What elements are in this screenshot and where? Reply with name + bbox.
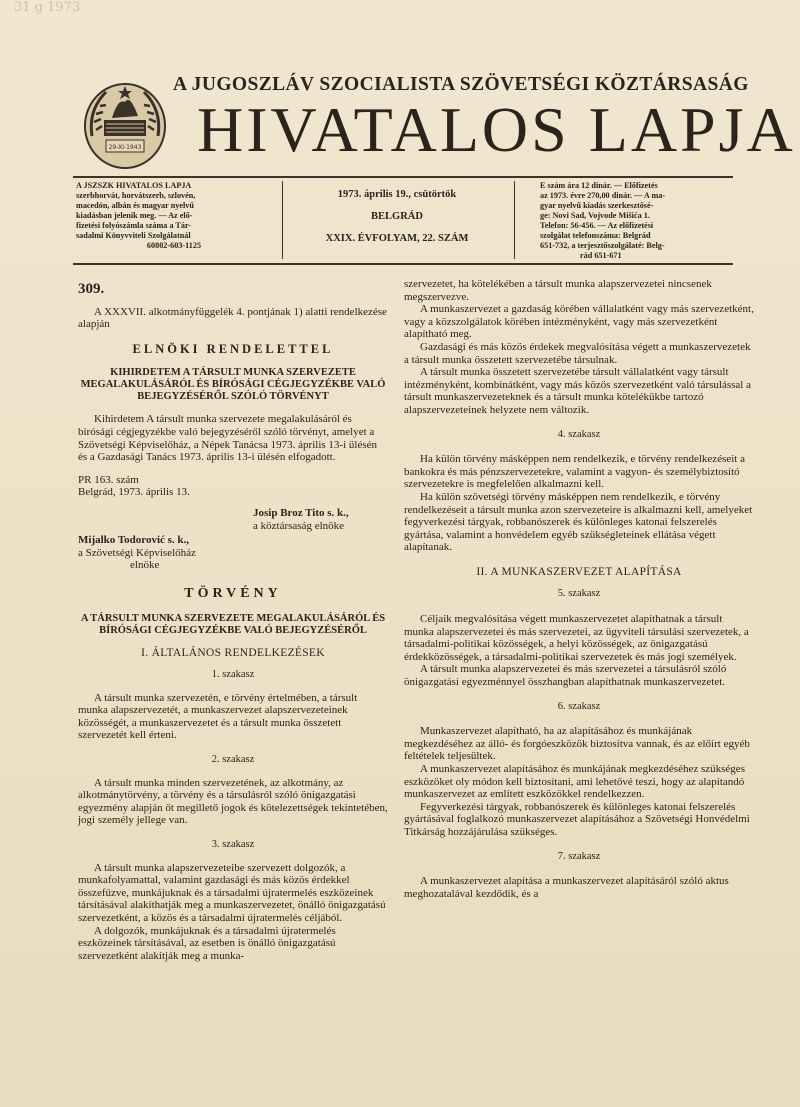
signer-role: a köztársaság elnöke (253, 519, 345, 532)
info-right (540, 181, 730, 261)
masthead-title: HIVATALOS LAPJA (197, 94, 796, 165)
act-number: 309. (78, 281, 105, 297)
signature-tito (78, 507, 388, 532)
issue-date: 1973. április 19., csütörtök (337, 189, 457, 200)
section-text: Munkaszervezet alapítható, ha az alapításához és munkájának megkezdéséhez az álló- és forgóeszközök biztosítva vannak, és az előírt egyéb feltételek teljesültek. (404, 725, 750, 763)
intro-text: A XXXVII. alkotmányfüggelék 4. pontjának 1) alatti rendelkezése alapján (78, 305, 387, 331)
decree-heading: ELNÖKI RENDELETTEL (132, 341, 334, 356)
top-rule (73, 176, 733, 178)
corner-pencil-note: 31 g 1973 (14, 0, 81, 15)
signer-name: Mijalko Todorović s. k., (78, 534, 190, 547)
chapter-heading: I. ÁLTALÁNOS RENDELKEZÉSEK (141, 646, 325, 659)
state-emblem-icon (82, 80, 168, 170)
issue-number: XXIX. ÉVFOLYAM, 22. SZÁM (325, 233, 469, 244)
masthead (60, 60, 796, 180)
section-text: A dolgozók, munkájuknak és a társadalmi újratermelés eszközeinek társításával, az esetben is önálló önigazgatású szervezetként alakítják meg a munka- (78, 924, 336, 962)
info-left (76, 181, 272, 261)
section-title: 6. szakasz (557, 700, 601, 712)
promulgation-text: Kihirdetem A társult munka szervezete megalakulásáról és bírósági cégjegyzékbe való bejegyzéséről szóló törvényt, amelyet a Szövetségi Képviselőház, a Népek Tanácsa 1973. április 13-i ülésén és a Gazdasági Tanács 1973. április 13-i ülésén elfogadott. (78, 413, 377, 464)
info-separator (282, 181, 283, 259)
info-right-line: rád 651-671 (580, 251, 622, 260)
info-left-line: sadalmi Könyvviteli Szolgálatnál (76, 231, 191, 240)
section-title: 1. szakasz (211, 669, 255, 681)
continued-text: szervezetet, ha kötelékében a társult munka alapszervezetei nincsenek megszervezve. (404, 278, 712, 303)
section-text: Ha külön szövetségi törvény másképpen nem rendelkezik, e törvény rendelkezéseit a társult munka azon szervezeteire is alkalmazni kell, amelyeket fegyverkezési tárgyak, robbanószerek és különleges katonai felszerelés gyártása, valamint a honvédelem egyéb szükségleteinek ellátása végett alapítanak. (404, 490, 753, 554)
info-mid (292, 181, 502, 267)
section-text: A munkaszervezet alapítása a munkaszervezet alapításáról szóló aktus meghozatalával kezdődik, és a (404, 875, 729, 900)
info-left-line: kiadásban jelenik meg. — Az elő- (76, 211, 193, 220)
section-text: Ha külön törvény másképpen nem rendelkezik, e törvény rendelkezéseit a bankokra és más pénzszervezetekre, valamint a vagyon- és személybiztosító szervezetekre is megfelelően alkalmazni kell. (404, 453, 745, 491)
info-right-line: 651-732, a terjesztőszolgálaté: Belg- (540, 241, 665, 250)
section-text: A társult munka alapszervezetei és más szervezetei a társulásról szóló önigazgatási egyezménnyel összhangban alapíthatnak munkaszervezetet. (404, 663, 727, 689)
right-column (404, 278, 754, 900)
info-right-line: Telefon: 56-456. — Az előfizetési (540, 221, 654, 230)
section-title: 4. szakasz (557, 428, 601, 440)
signer-role: elnöke (130, 559, 160, 572)
section-title: 2. szakasz (211, 754, 255, 766)
pr-number: PR 163. szám (78, 473, 139, 486)
decree-title: KIHIRDETEM A TÁRSULT MUNKA SZERVEZETE MEGALAKULÁSÁRÓL ÉS BÍRÓSÁGI CÉGJEGYZÉKBE VALÓ BEJEGYZÉSÉRŐL SZÓLÓ TÖRVÉNYT (80, 367, 386, 403)
place-date: Belgrád, 1973. április 13. (78, 486, 190, 499)
info-right-line: szolgálat telefonszáma: Belgrád (540, 231, 651, 240)
law-heading: TÖRVÉNY (184, 585, 282, 601)
signer-name: Josip Broz Tito s. k., (253, 506, 349, 519)
bottom-rule (73, 263, 733, 265)
section-title: 7. szakasz (557, 850, 601, 862)
issue-city: BELGRÁD (371, 211, 423, 222)
info-right-line: gyar nyelvű kiadás szerkesztősé- (540, 201, 654, 210)
chapter-heading: II. A MUNKASZERVEZET ALAPÍTÁSA (476, 565, 682, 578)
info-left-line: macedón, albán és magyar nyelvű (76, 201, 194, 210)
section-title: 5. szakasz (557, 588, 601, 600)
section-text: A társult munka minden szervezetének, az alkotmány, az alkotmánytörvény, a törvény és a társulásról szóló önigazgatási egyezmény alapján őt megillető jogok és kötelezettségek tekintetében, jogi személy jellege van. (78, 776, 388, 827)
info-left-line: fizetési folyószámla száma a Tár- (76, 221, 192, 230)
section-title: 3. szakasz (211, 839, 255, 851)
info-left-line: szerbhorvát, horvátszerb, szlovén, (76, 191, 196, 200)
info-separator (514, 181, 515, 259)
masthead-top-line: A JUGOSZLÁV SZOCIALISTA SZÖVETSÉGI KÖZTÁRSASÁG (173, 74, 749, 95)
section-text: A munkaszervezet alapításához és munkájának megkezdéséhez szükséges eszközöket oly módon kell biztosítani, ami lehetővé teszi, hogy az alapítandó munkaszervezet az említett eszközökkel rendelkezzen. (404, 763, 745, 801)
paragraph: A munkaszervezet a gazdaság körében vállalatként vagy más szervezetként, vagy a közszolgálatok körében intézményként, vagy más szervezetként alapítható meg. (404, 303, 754, 341)
paragraph: A társult munka összetett szervezetébe társult vállalatként vagy társult intézményként, kombinátként, vagy más közös szervezetként való társulással a társult munkaszervezeteknek és a társult munka kötelékükbe tartozó alapszervezeteinek helyzete nem változik. (404, 366, 751, 416)
section-text: Fegyverkezési tárgyak, robbanószerek és különleges katonai felszerelés gyártásával foglalkozó munkaszervezet alapításához a Szövetségi Honvédelmi Titkárság hozzájárulása szükséges. (404, 800, 750, 838)
section-text: Céljaik megvalósítása végett munkaszervezetet alapíthatnak a társult munka alapszervezetei és más szervezetei, az ügyviteli társulási szervezetek, a társadalmi-politikai közösségek, a helyi közösségek, az önigazgatású érdekközösségek, a társadalmi-politikai szervezetek és más jogi személyek. (404, 613, 749, 663)
info-left-line: A JSZSZK HIVATALOS LAPJA (76, 181, 192, 190)
info-right-line: az 1973. évre 270,00 dinár. — A ma- (540, 191, 666, 200)
left-column (78, 283, 388, 962)
signature-todorovic (78, 534, 388, 572)
info-right-line: E szám ára 12 dinár. — Előfizetés (540, 181, 658, 190)
section-text: A társult munka alapszervezeteibe szervezett dolgozók, a munkafolyamattal, valamint gazdasági és más közös érdekkel összefűzve, munkájuknak és a társadalmi újratermelés eszközeinek társításával alakíthatják meg a munkaszervezetet, önálló önigazgatású szervezetként, a közös és a társadalmi újratermelés céljából. (78, 861, 386, 924)
emblem-date: 29-XI-1943 (108, 144, 142, 151)
signer-role: a Szövetségi Képviselőház (78, 546, 196, 559)
law-title: A TÁRSULT MUNKA SZERVEZETE MEGALAKULÁSÁRÓL ÉS BÍRÓSÁGI CÉGJEGYZÉKBE VALÓ BEJEGYZÉSÉRŐL (80, 612, 386, 636)
info-right-line: ge: Novi Sad, Vojvode Mišića 1. (540, 211, 650, 220)
paragraph: Gazdasági és más közös érdekek megvalósítása végett a munkaszervezetek a társult munka összetett szervezetébe társulnak. (404, 340, 751, 366)
info-left-line: 60802-603-1125 (146, 241, 202, 250)
section-text: A társult munka szervezetén, e törvény értelmében, a társult munka alapszervezetét, a munkaszervezet alapszervezeteinek közösségét, a munkaszervezetet és a társult munka összetett szervezetét kell érteni. (78, 691, 358, 742)
